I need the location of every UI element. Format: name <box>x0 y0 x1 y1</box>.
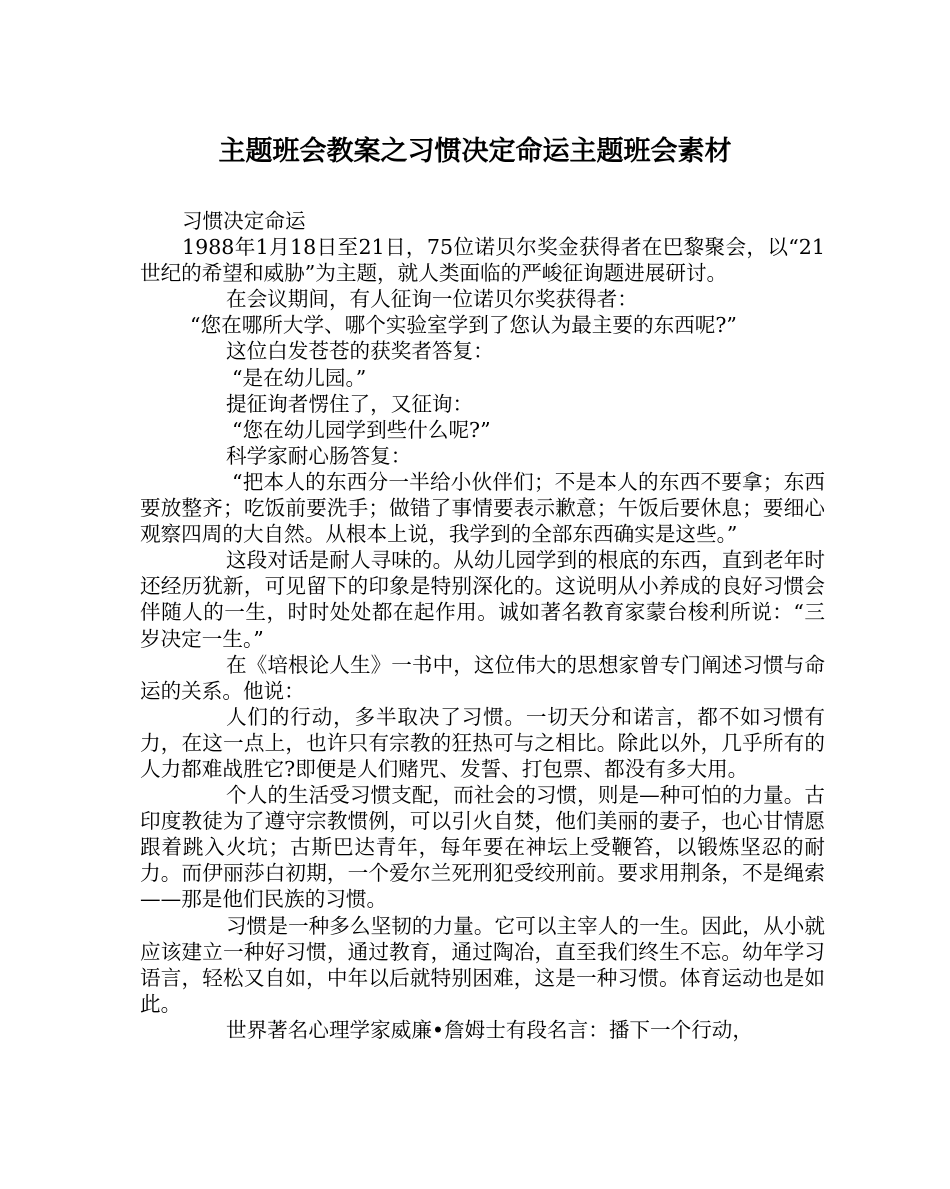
paragraph-quote: “您在哪所大学、哪个实验室学到了您认为最主要的东西呢?” <box>190 313 737 338</box>
paragraph: 个人的生活受习惯支配，而社会的习惯，则是—种可怕的力量。古印度教徒为了遵守宗教惯例，可以引火自焚，他们美丽的妻子，也心甘情愿跟着跳入火坑；古斯巴达青年，每年要在神坛上受鞭笞，以锻炼坚忍的耐力。而伊丽莎白初期，一个爱尔兰死刑犯受绞刑前。要求用荆条，不是绳索——那是他们民族的习惯。 <box>140 783 825 912</box>
paragraph: 在《培根论人生》一书中，这位伟大的思想家曾专门阐述习惯与命运的关系。他说： <box>140 652 825 703</box>
paragraph: 这位白发苍苍的获奖者答复： <box>226 339 494 364</box>
paragraph: 习惯是一种多么坚韧的力量。它可以主宰人的一生。因此，从小就应该建立一种好习惯，通过教育，通过陶冶，直至我们终生不忘。幼年学习语言，轻松又自如，中年以后就特别困难，这是一种习惯。体育运动也是如此。 <box>140 913 825 1016</box>
paragraph: 科学家耐心肠答复： <box>226 443 412 468</box>
paragraph-quote: “是在幼儿园。” <box>232 365 367 390</box>
paragraph: 这段对话是耐人寻味的。从幼儿园学到的根底的东西，直到老年时还经历犹新，可见留下的印象是特别深化的。这说明从小养成的良好习惯会伴随人的一生，时时处处都在起作用。诚如著名教育家蒙台梭利所说：“三岁决定一生。” <box>140 548 825 651</box>
paragraph: 世界著名心理学家威廉•詹姆士有段名言：播下一个行动， <box>226 1017 753 1042</box>
paragraph-subtitle: 习惯决定命运 <box>182 209 306 233</box>
paragraph: 提征询者愣住了，又征询： <box>226 391 474 416</box>
document-body <box>140 208 825 1043</box>
paragraph: 在会议期间，有人征询一位诺贝尔奖获得者： <box>226 287 638 312</box>
paragraph-quote: “把本人的东西分一半给小伙伴们；不是本人的东西不要拿；东西要放整齐；吃饭前要洗手；做错了事情要表示歉意；午饭后要休息；要细心观察四周的大自然。从根本上说，我学到的全部东西确实是这些。” <box>140 469 825 547</box>
document-title: 主题班会教案之习惯决定命运主题班会素材 <box>218 136 732 167</box>
paragraph: 人们的行动，多半取决了习惯。一切天分和诺言，都不如习惯有力，在这一点上，也许只有宗教的狂热可与之相比。除此以外，几乎所有的人力都难战胜它?即便是人们赌咒、发誓、打包票、都没有多大用。 <box>140 704 825 781</box>
paragraph: 1988年1月18日至21日，75位诺贝尔奖金获得者在巴黎聚会，以“21世纪的希望和威胁”为主题，就人类面临的严峻征询题进展研讨。 <box>140 235 825 286</box>
paragraph-quote: “您在幼儿园学到些什么呢?” <box>232 417 491 442</box>
